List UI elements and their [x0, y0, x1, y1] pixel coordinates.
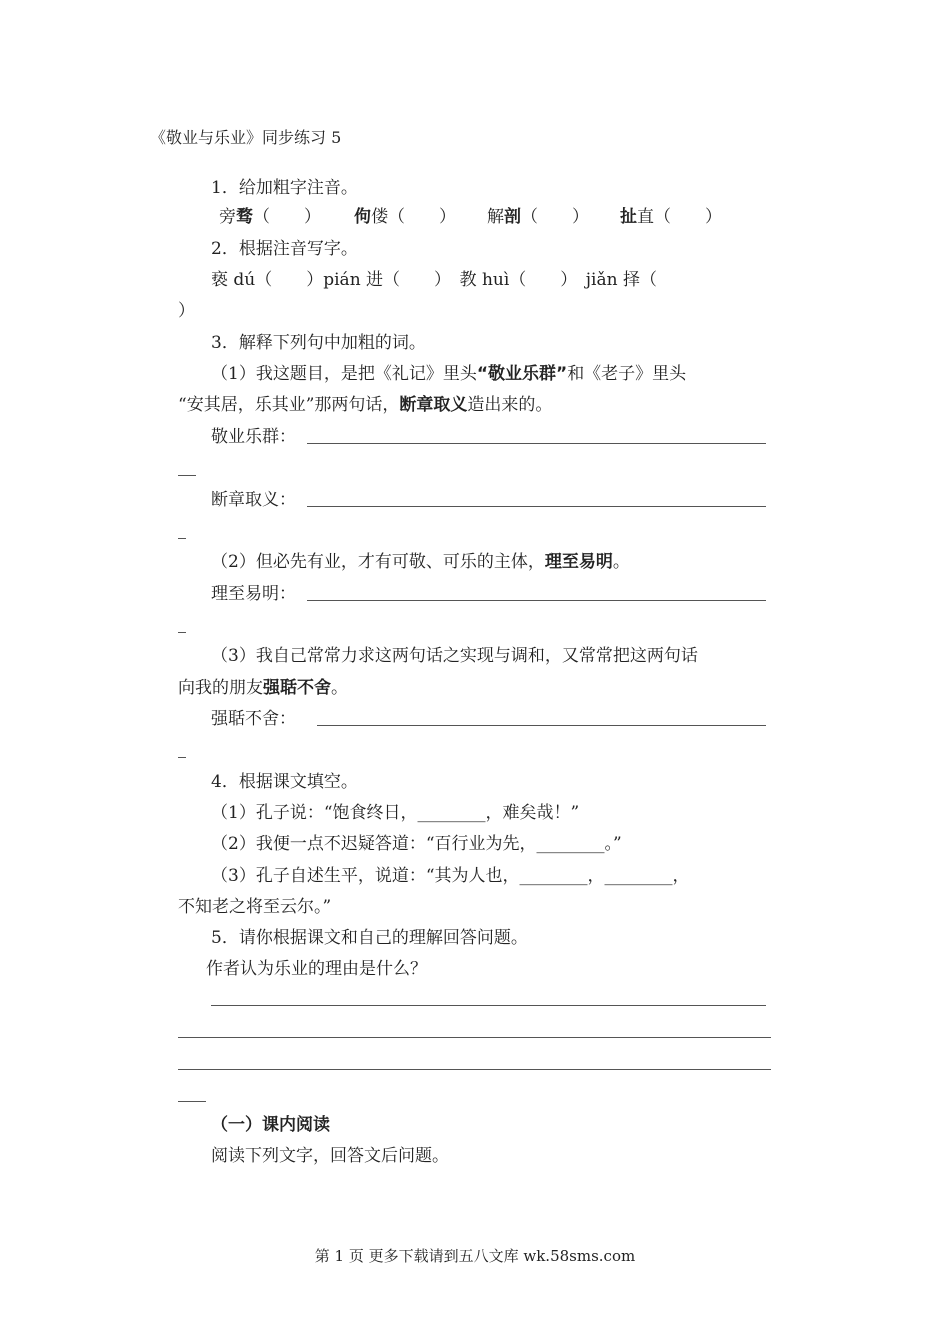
answer-label: 理至易明：: [211, 584, 296, 604]
answer-line-wrap: [178, 538, 186, 539]
answer-line[interactable]: [307, 443, 766, 444]
question-3-prompt: 3．解释下列句中加粗的词。: [211, 333, 426, 353]
question-1-prompt: 1．给加粗字注音。: [211, 178, 358, 198]
question-4-item: （3）孔子自述生平，说道：“其为人也，________，________，: [211, 866, 690, 886]
question-2-line: 亵 dú（ ）pián 进（ ） 教 huì（ ） jiǎn 择（: [211, 270, 657, 290]
page-title: 《敬业与乐业》同步练习 5: [150, 128, 342, 147]
question-2-prompt: 2．根据注音写字。: [211, 239, 358, 259]
answer-label: 敬业乐群：: [211, 427, 296, 447]
page-footer: 第 1 页 更多下载请到五八文库 wk.58sms.com: [314, 1247, 636, 1265]
question-4-item-cont: 不知老之将至云尔。”: [178, 897, 332, 917]
question-5-prompt: 5．请你根据课文和自己的理解回答问题。: [211, 928, 528, 948]
question-4-item: （1）孔子说：“饱食终日，________，难矣哉！”: [211, 803, 580, 823]
question-2-tail: ）: [178, 301, 195, 321]
question-1-item: 佝偻（ ）: [354, 207, 456, 227]
question-3-sentence-2: （2）但必先有业，才有可敬、可乐的主体，理至易明。: [211, 552, 630, 572]
answer-line[interactable]: [211, 1005, 766, 1006]
question-3-sentence-3: （3）我自己常常力求这两句话之实现与调和，又常常把这两句话: [211, 646, 698, 666]
answer-line-wrap: [178, 757, 186, 758]
question-3-sentence-3-cont: 向我的朋友强聒不舍。: [178, 678, 348, 698]
question-4-prompt: 4．根据课文填空。: [211, 772, 358, 792]
answer-label: 强聒不舍：: [211, 709, 296, 729]
question-1-item: 扯直（ ）: [620, 207, 722, 227]
answer-line-wrap: [178, 1101, 206, 1102]
question-3-sentence-1-cont: “安其居，乐其业”那两句话，断章取义造出来的。: [178, 395, 553, 415]
answer-line-wrap: [178, 632, 186, 633]
answer-line[interactable]: [178, 1037, 771, 1038]
reading-instruction: 阅读下列文字，回答文后问题。: [211, 1146, 449, 1166]
answer-line[interactable]: [307, 600, 766, 601]
answer-line[interactable]: [178, 1069, 771, 1070]
question-5-question: 作者认为乐业的理由是什么？: [206, 959, 427, 979]
question-1-item: 解剖（ ）: [487, 207, 589, 227]
question-1-item: 旁骛（ ）: [219, 207, 321, 227]
answer-line[interactable]: [307, 506, 766, 507]
answer-label: 断章取义：: [211, 490, 296, 510]
answer-line[interactable]: [317, 725, 766, 726]
answer-line-wrap: [178, 475, 196, 476]
section-heading: （一）课内阅读: [211, 1115, 330, 1135]
question-3-sentence-1: （1）我这题目，是把《礼记》里头“敬业乐群”和《老子》里头: [211, 364, 687, 384]
question-4-item: （2）我便一点不迟疑答道：“百行业为先，________。”: [211, 834, 622, 854]
